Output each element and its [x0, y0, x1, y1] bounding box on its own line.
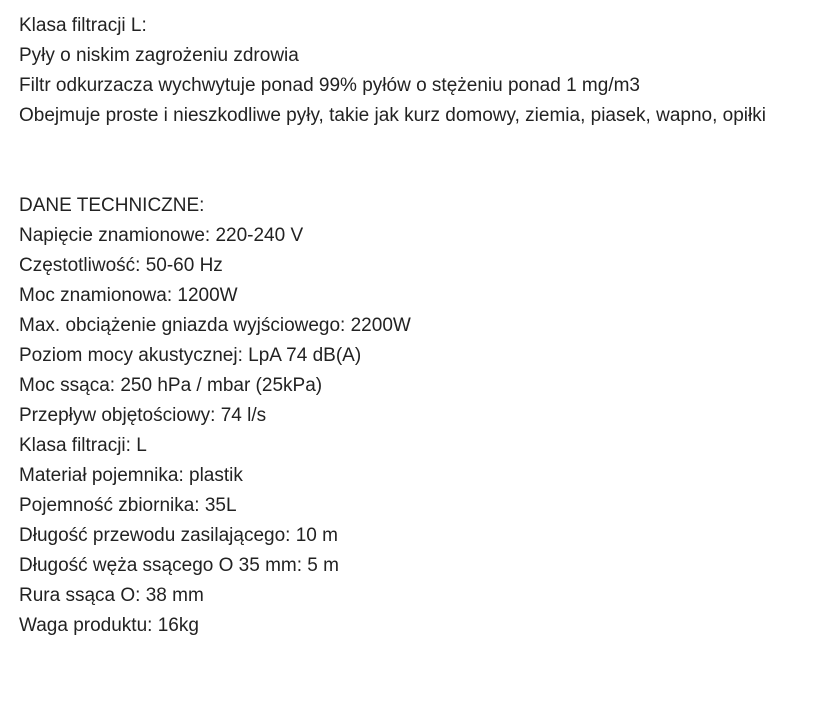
- spec-line: Moc ssąca: 250 hPa / mbar (25kPa): [19, 375, 323, 396]
- spec-line: Długość węża ssącego O 35 mm: 5 m: [19, 555, 339, 576]
- tech-section: [19, 191, 814, 641]
- filtration-line: Obejmuje proste i nieszkodliwe pyły, takie jak kurz domowy, ziemia, piasek, wapno, opiłki: [19, 105, 766, 126]
- spec-line: Materiał pojemnika: plastik: [19, 465, 243, 486]
- spacer: [19, 161, 814, 191]
- spec-line: Pojemność zbiornika: 35L: [19, 495, 237, 516]
- spec-line: Waga produktu: 16kg: [19, 615, 199, 636]
- spec-line: Rura ssąca O: 38 mm: [19, 585, 204, 606]
- filtration-line: Pyły o niskim zagrożeniu zdrowia: [19, 45, 299, 66]
- tech-heading: DANE TECHNICZNE:: [19, 195, 205, 216]
- spec-line: Napięcie znamionowe: 220-240 V: [19, 225, 304, 246]
- filtration-class-heading: Klasa filtracji L:: [19, 15, 147, 36]
- spacer: [19, 131, 814, 161]
- product-description: [19, 11, 814, 641]
- spec-line: Częstotliwość: 50-60 Hz: [19, 255, 223, 276]
- spec-line: Poziom mocy akustycznej: LpA 74 dB(A): [19, 345, 362, 366]
- spec-line: Przepływ objętościowy: 74 l/s: [19, 405, 267, 426]
- spec-line: Klasa filtracji: L: [19, 435, 147, 456]
- spec-line: Max. obciążenie gniazda wyjściowego: 2200W: [19, 315, 411, 336]
- spec-line: Długość przewodu zasilającego: 10 m: [19, 525, 338, 546]
- spec-line: Moc znamionowa: 1200W: [19, 285, 238, 306]
- filtration-section: [19, 11, 814, 131]
- filtration-line: Filtr odkurzacza wychwytuje ponad 99% pyłów o stężeniu ponad 1 mg/m3: [19, 75, 640, 96]
